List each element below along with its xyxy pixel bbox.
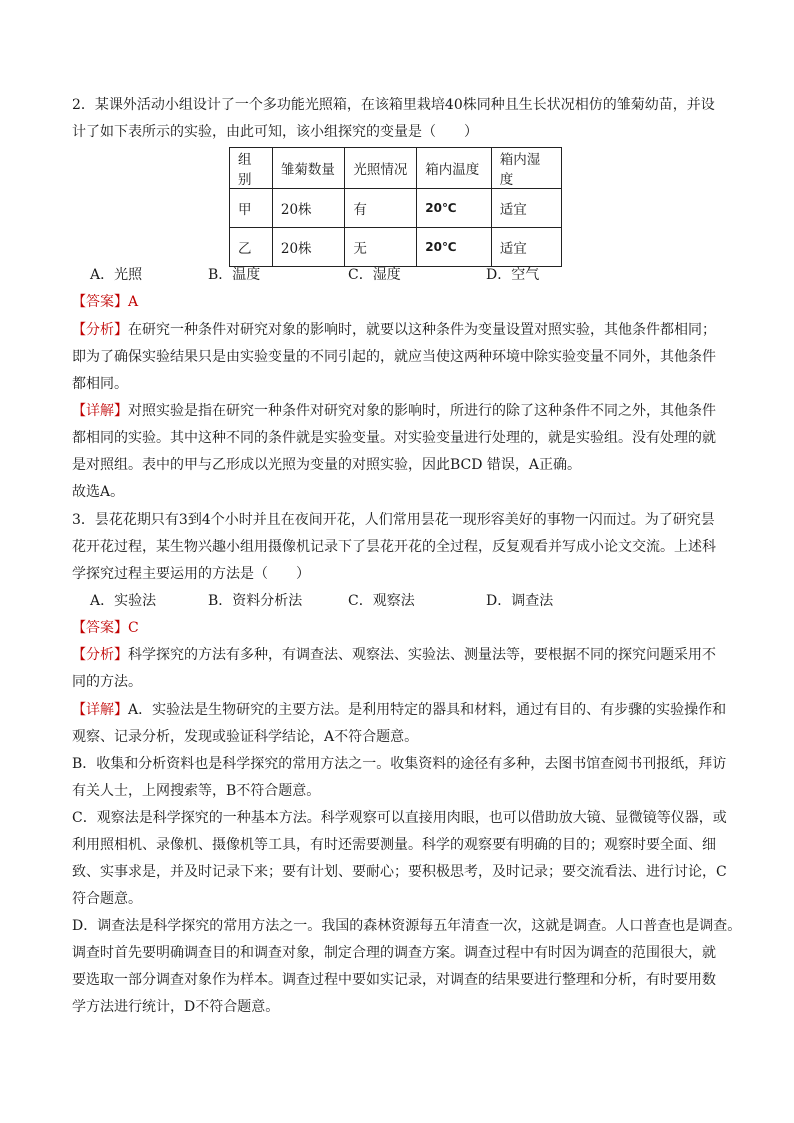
q3-detail-d4: 学方法进行统计，D不符合题意。 — [72, 999, 280, 1015]
detail-label: 【详解】 — [72, 403, 128, 419]
q2-experiment-table — [229, 147, 562, 267]
table-cell: 无 — [345, 228, 417, 267]
table-header-cell: 雏菊数量 — [272, 148, 344, 189]
q2-stem-line1: 2．某课外活动小组设计了一个多功能光照箱，在该箱里栽培40株同种且生长状况相仿的雏菊幼苗，并设 — [72, 97, 715, 113]
q2-analysis-line1 — [72, 320, 716, 340]
answer-label: 【答案】 — [72, 294, 128, 310]
q3-detail-b2: 有关人士，上网搜索等，B不符合题意。 — [72, 783, 321, 799]
q3-detail-c1: C．观察法是科学探究的一种基本方法。科学观察可以直接用肉眼，也可以借助放大镜、显微镜等仪器，或 — [72, 810, 727, 826]
table-cell: 适宜 — [491, 228, 561, 267]
q2-option-a: A．光照 — [90, 267, 143, 283]
q2-stem-line2: 计了如下表所示的实验，由此可知，该小组探究的变量是（ ） — [72, 124, 478, 140]
table-cell: 适宜 — [491, 189, 561, 228]
q2-option-c: C．湿度 — [348, 267, 401, 283]
q3-option-b: B．资料分析法 — [208, 593, 303, 609]
q2-analysis-line2: 即为了确保实验结果只是由实验变量的不同引起的，就应当使这两种环境中除实验变量不同外，其他条件 — [72, 349, 716, 365]
q2-answer — [72, 292, 138, 312]
table-cell: 甲 — [230, 189, 273, 228]
analysis-label: 【分析】 — [72, 322, 128, 338]
analysis-text: 在研究一种条件对研究对象的影响时，就要以这种条件为变量设置对照实验，其他条件都相同； — [128, 322, 716, 338]
q3-analysis-line2: 同的方法。 — [72, 674, 142, 690]
q3-stem-line1: 3．昙花花期只有3到4个小时并且在夜间开花，人们常用昙花一现形容美好的事物一闪而过。为了研究昙 — [72, 512, 715, 528]
q2-detail-line1 — [72, 401, 716, 421]
q3-detail-a1 — [72, 700, 726, 720]
table-row — [230, 189, 562, 228]
detail-label: 【详解】 — [72, 702, 128, 718]
q3-options — [90, 591, 650, 611]
table-header-cell: 光照情况 — [345, 148, 417, 189]
table-row — [230, 228, 562, 267]
q3-detail-c4: 符合题意。 — [72, 891, 142, 907]
q3-detail-d1: D．调查法是科学探究的常用方法之一。我国的森林资源每五年清查一次，这就是调查。人口普查也是调查。 — [72, 918, 742, 934]
detail-text: 对照实验是指在研究一种条件对研究对象的影响时，所进行的除了这种条件不同之外，其他条件 — [128, 403, 716, 419]
q2-detail-line2: 都相同的实验。其中这种不同的条件就是实验变量。对实验变量进行处理的，就是实验组。没有处理的就 — [72, 430, 716, 446]
table-cell: 20℃ — [417, 228, 492, 267]
q3-detail-d3: 要选取一部分调查对象作为样本。调查过程中要如实记录，对调查的结果要进行整理和分析，有时要用数 — [72, 972, 716, 988]
q3-option-c: C．观察法 — [348, 593, 415, 609]
q3-detail-c3: 致、实事求是，并及时记录下来；要有计划、要耐心；要积极思考，及时记录；要交流看法、进行讨论，C — [72, 864, 727, 880]
q3-detail-b1: B．收集和分析资料也是科学探究的常用方法之一。收集资料的途径有多种，去图书馆查阅书刊报纸，拜访 — [72, 756, 727, 772]
table-cell: 20℃ — [417, 189, 492, 228]
q3-option-d: D．调查法 — [486, 593, 554, 609]
q3-answer — [72, 618, 139, 638]
q2-option-b: B．温度 — [208, 267, 261, 283]
q3-detail-d2: 调查时首先要明确调查目的和调查对象，制定合理的调查方案。调查过程中有时因为调查的范围很大，就 — [72, 945, 716, 961]
q3-detail-a2: 观察、记录分析，发现或验证科学结论，A不符合题意。 — [72, 729, 419, 745]
table-cell: 有 — [345, 189, 417, 228]
table-cell: 乙 — [230, 228, 273, 267]
answer-value: C — [128, 620, 139, 636]
q3-stem-line3: 学探究过程主要运用的方法是（ ） — [72, 566, 310, 582]
q2-options — [90, 265, 650, 285]
q2-option-d: D．空气 — [486, 267, 540, 283]
detail-text: A．实验法是生物研究的主要方法。是利用特定的器具和材料，通过有目的、有步骤的实验操作和 — [128, 702, 727, 718]
analysis-label: 【分析】 — [72, 647, 128, 663]
table-header-row — [230, 148, 562, 189]
answer-label: 【答案】 — [72, 620, 128, 636]
q3-stem-line2: 花开花过程，某生物兴趣小组用摄像机记录下了昙花开花的全过程，反复观看并写成小论文交流。上述科 — [72, 539, 716, 555]
table-header-cell: 箱内湿度 — [491, 148, 561, 189]
table-header-cell: 组别 — [230, 148, 273, 189]
q3-analysis-line1 — [72, 645, 716, 665]
table-header-cell: 箱内温度 — [417, 148, 492, 189]
q3-detail-c2: 利用照相机、录像机、摄像机等工具，有时还需要测量。科学的观察要有明确的目的；观察时要全面、细 — [72, 837, 716, 853]
q2-detail-line3: 是对照组。表中的甲与乙形成以光照为变量的对照实验，因此BCD 错误，A正确。 — [72, 457, 582, 473]
q2-analysis-line3: 都相同。 — [72, 376, 128, 392]
q3-option-a: A．实验法 — [90, 593, 157, 609]
answer-value: A — [128, 294, 139, 310]
analysis-text: 科学探究的方法有多种，有调查法、观察法、实验法、测量法等，要根据不同的探究问题采用不 — [128, 647, 716, 663]
table-cell: 20株 — [272, 228, 344, 267]
q2-conclusion: 故选A。 — [72, 484, 125, 500]
table-cell: 20株 — [272, 189, 344, 228]
